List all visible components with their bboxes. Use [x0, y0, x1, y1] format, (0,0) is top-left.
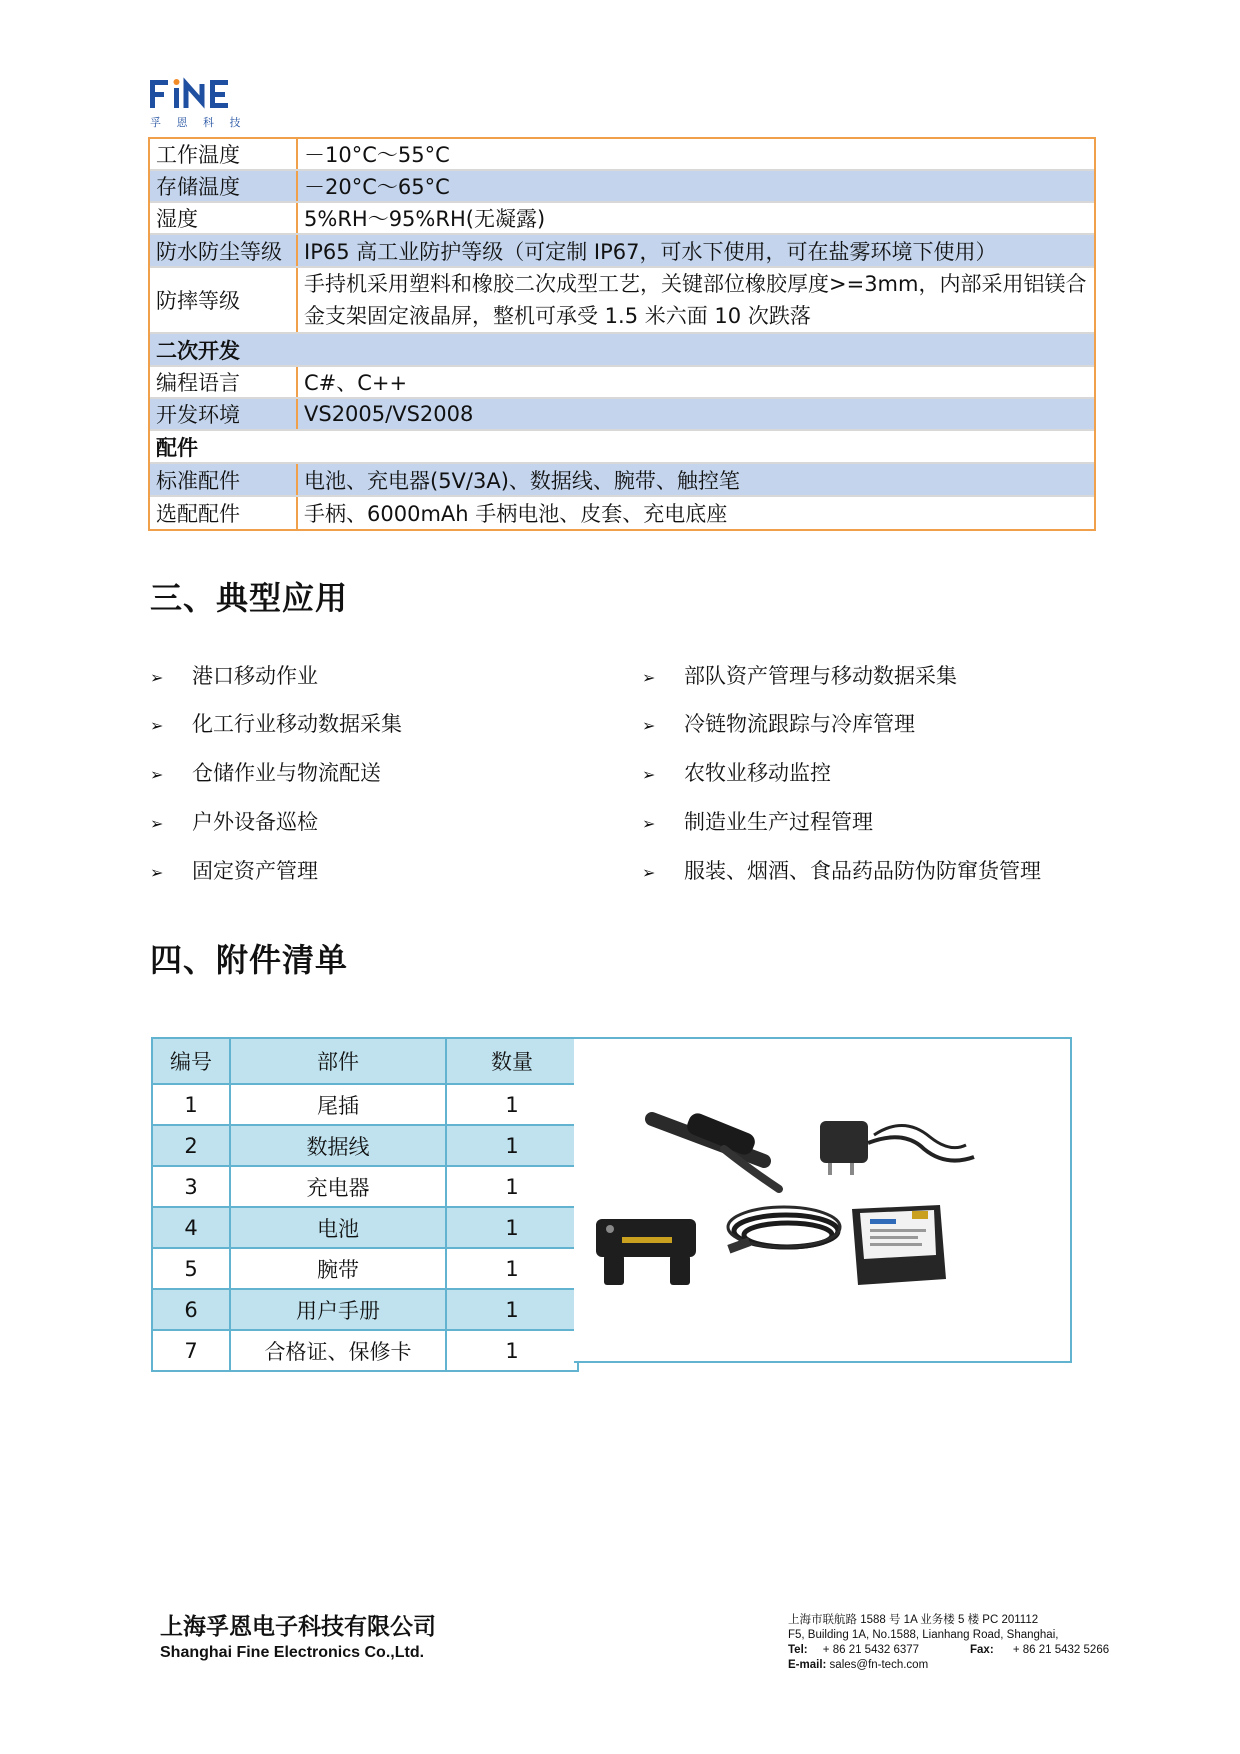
- list-item: [150, 757, 381, 787]
- fine-logo-mark: [148, 76, 248, 116]
- spec-row: [150, 203, 1094, 235]
- list-item: [642, 806, 873, 836]
- spec-label: 编程语言: [150, 367, 298, 397]
- list-item-text: 港口移动作业: [192, 664, 318, 688]
- list-item-text: 冷链物流跟踪与冷库管理: [684, 712, 915, 736]
- bullet-arrow-icon: ➢: [642, 863, 656, 882]
- table-row: [152, 1166, 578, 1207]
- table-cell: 腕带: [230, 1248, 446, 1289]
- section-heading-accessories: 四、附件清单: [150, 941, 349, 979]
- spec-label: 标准配件: [150, 464, 298, 495]
- spec-value: 5%RH～95%RH(无凝露): [298, 203, 1094, 233]
- spec-value-line: 金支架固定液晶屏，整机可承受 1.5 米六面 10 次跌落: [304, 304, 811, 328]
- spec-row: [150, 171, 1094, 203]
- list-item: [642, 660, 957, 690]
- list-item: [150, 806, 318, 836]
- section-heading-applications: 三、典型应用: [150, 579, 349, 617]
- table-cell: 数据线: [230, 1125, 446, 1166]
- table-cell: 5: [152, 1248, 230, 1289]
- fax-value: + 86 21 5432 5266: [1012, 1644, 1110, 1656]
- table-cell: 充电器: [230, 1166, 446, 1207]
- list-item: [150, 708, 402, 738]
- table-cell: 7: [152, 1330, 230, 1371]
- table-row: [152, 1289, 578, 1330]
- spec-label: 存储温度: [150, 171, 298, 201]
- spec-table: [148, 137, 1096, 531]
- spec-value: 电池、充电器(5V/3A)、数据线、腕带、触控笔: [298, 464, 1094, 495]
- list-item-text: 户外设备巡检: [192, 810, 318, 834]
- spec-section-title: 二次开发: [150, 334, 1094, 365]
- spec-value: VS2005/VS2008: [298, 399, 1094, 429]
- contact-phone: [788, 1643, 1109, 1658]
- table-row: [152, 1125, 578, 1166]
- spec-row: [150, 399, 1094, 431]
- table-cell: 1: [446, 1248, 578, 1289]
- spec-label: 工作温度: [150, 139, 298, 169]
- footer-company-en: Shanghai Fine Electronics Co.,Ltd.: [160, 1644, 425, 1661]
- bullet-arrow-icon: ➢: [150, 716, 164, 735]
- company-logo: [148, 76, 248, 132]
- table-row: [152, 1248, 578, 1289]
- list-item: [150, 660, 318, 690]
- column-header: 部件: [230, 1038, 446, 1084]
- column-header: 数量: [446, 1038, 578, 1084]
- table-cell: 电池: [230, 1207, 446, 1248]
- spec-value-line: 手持机采用塑料和橡胶二次成型工艺，关键部位橡胶厚度>=3mm，内部采用铝镁合: [304, 272, 1087, 296]
- bullet-arrow-icon: ➢: [642, 716, 656, 735]
- accessories-photo: [574, 1037, 1072, 1363]
- bullet-arrow-icon: ➢: [150, 765, 164, 784]
- bullet-arrow-icon: ➢: [150, 814, 164, 833]
- table-header-row: [152, 1038, 578, 1084]
- spec-row: [150, 367, 1094, 399]
- bullet-arrow-icon: ➢: [642, 765, 656, 784]
- logo-subtitle: 孚 恩 科 技: [150, 116, 247, 129]
- spec-label: 开发环境: [150, 399, 298, 429]
- spec-value: －20°C～65°C: [298, 171, 1094, 201]
- table-row: [152, 1084, 578, 1125]
- list-item: [642, 855, 1041, 885]
- list-item-text: 农牧业移动监控: [684, 761, 831, 785]
- bullet-arrow-icon: ➢: [642, 668, 656, 687]
- bullet-arrow-icon: ➢: [642, 814, 656, 833]
- table-row: [152, 1330, 578, 1371]
- footer-company-cn: 上海孚恩电子科技有限公司: [160, 1614, 436, 1640]
- address-cn: 上海市联航路 1588 号 1A 业务楼 5 楼 PC 201112: [788, 1614, 1039, 1626]
- list-item-text: 服装、烟酒、食品药品防伪防窜货管理: [684, 859, 1041, 883]
- email-label: E-mail:: [788, 1659, 827, 1671]
- tel-label: Tel:: [788, 1644, 808, 1656]
- list-item: [150, 855, 318, 885]
- spec-value: IP65 高工业防护等级（可定制 IP67，可水下使用，可在盐雾环境下使用）: [298, 235, 1094, 266]
- table-cell: 1: [152, 1084, 230, 1125]
- spec-section-title: 配件: [150, 431, 1094, 462]
- table-cell: 4: [152, 1207, 230, 1248]
- spec-section-row: [150, 431, 1094, 464]
- charger-image: [820, 1121, 974, 1175]
- table-cell: 1: [446, 1084, 578, 1125]
- list-item: [642, 708, 915, 738]
- list-item-text: 化工行业移动数据采集: [192, 712, 402, 736]
- wrist-strap-image: [652, 1111, 779, 1189]
- table-cell: 1: [446, 1166, 578, 1207]
- list-item-text: 固定资产管理: [192, 859, 318, 883]
- fax-label: Fax:: [970, 1644, 994, 1656]
- spec-value: －10°C～55°C: [298, 139, 1094, 169]
- accessories-table: [151, 1037, 579, 1372]
- table-row: [152, 1207, 578, 1248]
- footer-address: [788, 1613, 1109, 1673]
- accessories-illustration: [574, 1039, 1070, 1361]
- table-cell: 1: [446, 1207, 578, 1248]
- spec-value: 手柄、6000mAh 手柄电池、皮套、充电底座: [298, 497, 1094, 529]
- address-en: F5, Building 1A, No.1588, Lianhang Road, Shanghai,: [788, 1629, 1059, 1641]
- battery-image: [852, 1205, 946, 1285]
- bullet-arrow-icon: ➢: [150, 668, 164, 687]
- spec-label: 湿度: [150, 203, 298, 233]
- contact-email: [788, 1658, 1109, 1673]
- table-cell: 3: [152, 1166, 230, 1207]
- spec-row: [150, 139, 1094, 171]
- table-cell: 1: [446, 1330, 578, 1371]
- spec-section-row: [150, 334, 1094, 367]
- data-cable-image: [727, 1207, 840, 1253]
- spec-label: 防水防尘等级: [150, 235, 298, 266]
- list-item-text: 制造业生产过程管理: [684, 810, 873, 834]
- spec-row: [150, 497, 1094, 529]
- email-value: sales@fn-tech.com: [829, 1659, 929, 1671]
- list-item-text: 部队资产管理与移动数据采集: [684, 664, 957, 688]
- spec-row: [150, 268, 1094, 334]
- table-cell: 用户手册: [230, 1289, 446, 1330]
- tel-value: + 86 21 5432 6377: [822, 1644, 920, 1656]
- spec-value: [298, 268, 1094, 332]
- spec-value: C#、C++: [298, 367, 1094, 397]
- bullet-arrow-icon: ➢: [150, 863, 164, 882]
- tail-plug-image: [596, 1219, 696, 1285]
- spec-label: 防摔等级: [150, 268, 298, 332]
- list-item-text: 仓储作业与物流配送: [192, 761, 381, 785]
- column-header: 编号: [152, 1038, 230, 1084]
- spec-row: [150, 464, 1094, 497]
- table-cell: 合格证、保修卡: [230, 1330, 446, 1371]
- spec-label: 选配配件: [150, 497, 298, 529]
- spec-row: [150, 235, 1094, 268]
- table-cell: 1: [446, 1289, 578, 1330]
- table-cell: 6: [152, 1289, 230, 1330]
- table-cell: 1: [446, 1125, 578, 1166]
- list-item: [642, 757, 831, 787]
- table-cell: 尾插: [230, 1084, 446, 1125]
- table-cell: 2: [152, 1125, 230, 1166]
